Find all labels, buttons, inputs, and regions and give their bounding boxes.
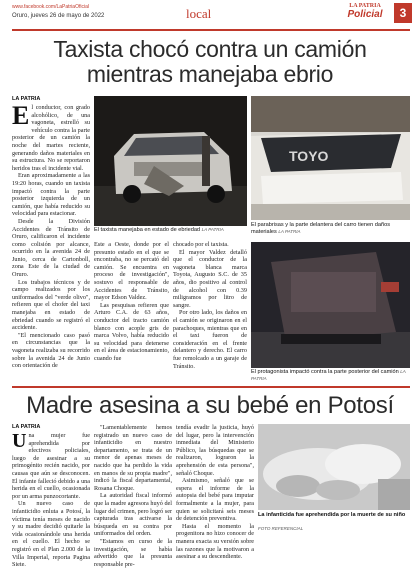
caption-photo2 — [251, 222, 410, 236]
page-number: 3 — [394, 3, 412, 23]
story1-column-1 — [12, 101, 90, 370]
section-label: local — [186, 6, 212, 21]
story1-headline-line2: mientras manejaba ebrio — [86, 61, 334, 87]
caption-photo2-credit: LA PATRIA — [278, 229, 301, 234]
story2-dropcap: U — [12, 430, 27, 452]
story2-col1-p2: Un nuevo caso de infanticidio enluta a Potosí, la víctima tenía meses de nacido y su madre decidió quitarle la vida ocasionándole una herida en el cuello. El hecho se registró en el Plan 2.000 de la Villa Imperial, reporta Pagina Siete. — [12, 500, 90, 569]
caption-photo4: La infanticida fue aprehendida por la muerte de su niño — [258, 512, 406, 518]
story2-column-2 — [94, 424, 173, 568]
story1-headline-line1: Taxista chocó contra un camión — [53, 36, 367, 62]
brand-section: Policial — [347, 9, 383, 20]
story2-col3-p3: Hasta el momento la progenitora no hizo conocer de manera exacta su versión sobre las razones que la motivaron a asesinar a su descendiente. — [176, 522, 254, 561]
story2-col1-p1: na mujer fue aprehendida por efectivos policiales, luego de asesinar a su primogénito recién nacido, por causas que aún se desconocen. El infante falleció debido a una herida en el cuello, ocasionada por un arma punzocortante. — [12, 432, 90, 500]
photo-infant-feet — [258, 424, 410, 510]
story2-headline: Madre asesina a su bebé en Potosí — [26, 392, 394, 419]
photo-damaged-windshield — [251, 96, 410, 220]
caption-photo3 — [251, 369, 410, 383]
story2-col2-p2: La autoridad fiscal informó que la madre agresora huyó del lugar del crimen, pero logró ser capturada tras activarse la búsqueda en su contra por uniformados del orden. — [94, 492, 173, 538]
caption-photo3-credit: LA PATRIA — [251, 369, 406, 381]
caption-photo4-credit: FOTO REFERENCIAL — [258, 526, 304, 531]
story-divider — [12, 386, 410, 388]
story2-column-3 — [176, 424, 254, 561]
story1-col1-p2: Eran aproximadamente a las 19:20 horas, cuando un taxista impactó contra la parte posterior izquierda de un camión, que había reducido su velocidad para estacionar. — [12, 172, 90, 218]
caption-photo3-text: El protagonista impactó contra la parte posterior del camión — [251, 369, 399, 375]
story2-col2-p1: "Lamentablemente hemos registrado un nuevo caso de infanticidio en nuestro departamento, se trata de un menor de apenas meses de nacido que ha perdido la vida en manos de su propia madre", indicó la fiscal departamental, Rosana Choque. — [94, 424, 172, 492]
story2-column-1 — [12, 430, 90, 569]
story2-source: LA PATRIA — [12, 424, 41, 430]
story1-col1-p5: "El mencionado caso pasó en circunstancias que la vagoneta realizaba su recorrido sobre la avenida 24 de Junio con orientación de — [12, 331, 90, 370]
story1-column-3 — [173, 241, 247, 369]
svg-text:TOYO: TOYO — [289, 148, 329, 164]
brand-name: LA PATRIA — [349, 3, 381, 9]
story1-col2-p2: Las pesquisas refieren que Arturo C.A. de 63 años, conductor del tracto camión blanco con acople gris de marca Volvo, había reducido su velocidad para detenerse en el área de estacionamiento, cuando fue — [94, 301, 169, 362]
story1-col3-p2: El mayor Valdez detalló que el conductor de la vagoneta blanca marca Toyota, Augusto S.C. de 35 años, dio positivo al control de alcohol con 0.39 miligramos por litro de sangre. — [173, 248, 247, 309]
photo-crashed-taxi — [94, 96, 247, 226]
caption-photo1-credit: LA PATRIA — [201, 227, 224, 232]
photo-truck-rear — [251, 242, 410, 368]
story1-col1-p1: l conductor, con grado alcohólico, de una vagoneta, estrelló su vehículo contra la parte posterior de un camión la noche del martes reciente, generando daños materiales en su estructura. No se reportaron heridos tras el incidente vial. — [12, 104, 90, 172]
story1-dropcap: E — [12, 101, 30, 130]
story2-col3-p2: Asimismo, señaló que se espera el informe de la autopsia del bebé para imputar formalmente a la mujer, para quien se solicitará seis meses de detención preventiva. — [176, 477, 254, 523]
story2-col2-p3: "Estamos en curso de la investigación, se había advertido que la presunta responsable pre- — [94, 537, 172, 568]
story1-column-2 — [94, 241, 169, 369]
facebook-url: www.facebook.com/LaPatriaOficial — [12, 4, 89, 10]
story1-col1-p3: Desde la División Accidentes de Tránsito de Oruro, calificaron el incidente como colisión por alcance, ocurrido en la avenida 24 de Junio, cerca de Cartonboll, zona Este de la ciudad de Oruro. — [12, 217, 90, 279]
header-divider — [12, 29, 410, 31]
story1-col1-p4: Los trabajos técnicos y de campo realizados por los uniformados del "verde olivo", refieren que el chofer del taxi manejaba en estado de ebriedad cuando se registró el accidente. — [12, 278, 90, 332]
story1-source: LA PATRIA — [12, 96, 41, 102]
story1-col2-p1: Este a Oeste, donde por el presunto estado en el que se encontraba, no se percató del camión. Se encuentra en proceso de investigación", sostuvo el responsable de Accidentes de Tránsito, mayor Edson Valdez. — [94, 241, 169, 302]
page-header — [0, 0, 420, 30]
dateline: Oruro, jueves 26 de mayo de 2022 — [12, 13, 105, 19]
story2-col3-p1: tendía evadir la justicia, huyó del lugar, pero la intervención inmediata del Ministerio Público, las búsquedas que se realizaron, lograron la aprehensión de esta persona", señaló Choque. — [176, 424, 254, 477]
caption-photo2-text: El parabrisas y la parte delantera del carro tienen daños materiales — [251, 222, 390, 235]
caption-photo1-text: El taxista manejaba en estado de ebriedad — [94, 227, 201, 233]
caption-photo1 — [94, 227, 247, 234]
story1-col3-p1: chocado por el taxista. — [173, 241, 229, 248]
story1-col3-p3: Por otro lado, los daños en el camión se originaron en el parachoques, mientras que en el taxi fueron de consideración en el frente delantero y derecho. El carro fue remolcado a un garaje de Tránsito. — [173, 309, 247, 370]
